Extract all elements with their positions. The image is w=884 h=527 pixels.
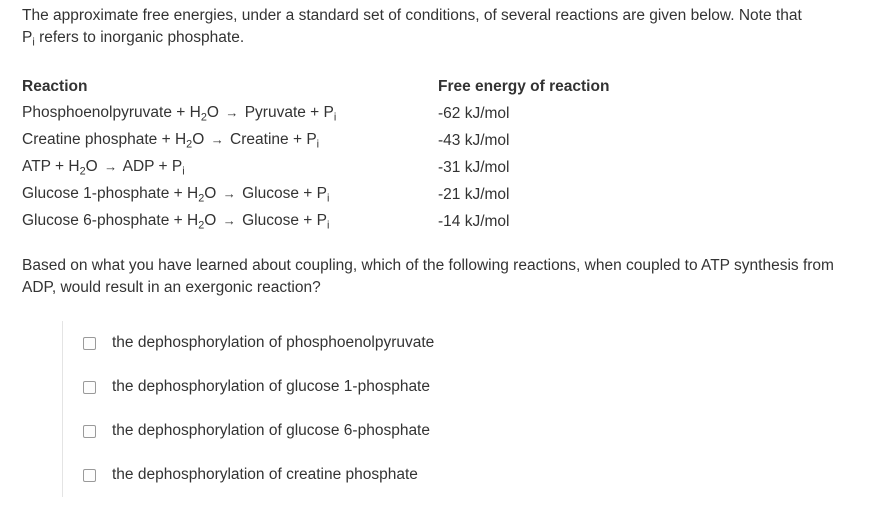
pi-symbol: P [22,29,33,46]
energy-column-header: Free energy of reaction [438,77,610,95]
free-energy-table [22,73,722,235]
answer-option-phosphoenolpyruvate[interactable] [63,321,523,365]
answer-option-label[interactable]: the dephosphorylation of creatine phosphate [112,466,418,483]
answer-option-glucose-6-phosphate[interactable] [63,409,523,453]
reaction-equation: Phosphoenolpyruvate + $H_2O$ → Pyruvate + $P_i$ [22,103,337,124]
checkbox[interactable] [83,337,96,350]
reaction-equation: ATP + $H_2O$ → ADP + $P_i$ [22,157,185,178]
answer-option-glucose-1-phosphate[interactable] [63,365,523,409]
intro-text [22,5,862,53]
reaction-equation: Glucose 6-phosphate + $H_2O \to Glucose + P_i$ [22,211,330,232]
free-energy-value: -21 kJ/mol [438,185,510,203]
arrow-icon: → [222,212,236,228]
checkbox[interactable] [83,425,96,438]
reactant: Creatine phosphate [22,130,158,148]
table-row [22,154,722,181]
table-row [22,181,722,208]
free-energy-value: -14 kJ/mol [438,212,510,230]
answer-option-label[interactable]: the dephosphorylation of phosphoenolpyruvate [112,334,435,351]
product: ADP [122,157,155,175]
reactant: ATP [22,157,51,175]
product: Pyruvate [244,103,306,121]
product: Creatine [230,130,289,148]
answer-options [62,321,523,497]
intro-line-2-rest: refers to inorganic phosphate. [34,29,245,46]
answer-option-label[interactable]: the dephosphorylation of glucose 6-phosphate [112,422,430,439]
reaction-equation: Glucose 1-phosphate + $H_2O \to Glucose + P_i$ [22,184,330,205]
pi-subscript: i [32,36,35,49]
free-energy-value: -43 kJ/mol [438,131,510,149]
table-row [22,100,722,127]
reaction-equation: Creatine phosphate + $H_2O$ → Creatine + $P_i$ [22,130,320,151]
reactant: Phosphoenolpyruvate [22,103,172,121]
product: Glucose [242,211,299,229]
answer-option-label[interactable]: the dephosphorylation of glucose 1-phosphate [112,378,430,395]
question-text: Based on what you have learned about coupling, which of the following reactions, when coupled to ATP synthesis from ADP, would result in an exergonic reaction? [22,257,834,296]
intro-line-1: The approximate free energies, under a standard set of conditions, of several reactions are given below. Note that [22,7,802,24]
intro-line-2 [22,27,862,53]
reaction-column-header: Reaction [22,77,88,95]
reactant: Glucose 1-phosphate [22,184,170,202]
free-energy-value: -31 kJ/mol [438,158,510,176]
checkbox[interactable] [83,469,96,482]
arrow-icon: → [225,104,239,120]
table-header-row [22,73,722,100]
arrow-icon: → [104,158,118,174]
product: Glucose [242,184,299,202]
table-row [22,208,722,235]
arrow-icon: → [222,185,236,201]
table-row [22,127,722,154]
answer-option-creatine-phosphate[interactable] [63,453,523,497]
free-energy-value: -62 kJ/mol [438,104,510,122]
checkbox[interactable] [83,381,96,394]
reactant: Glucose 6-phosphate [22,211,170,229]
arrow-icon: → [210,131,224,147]
